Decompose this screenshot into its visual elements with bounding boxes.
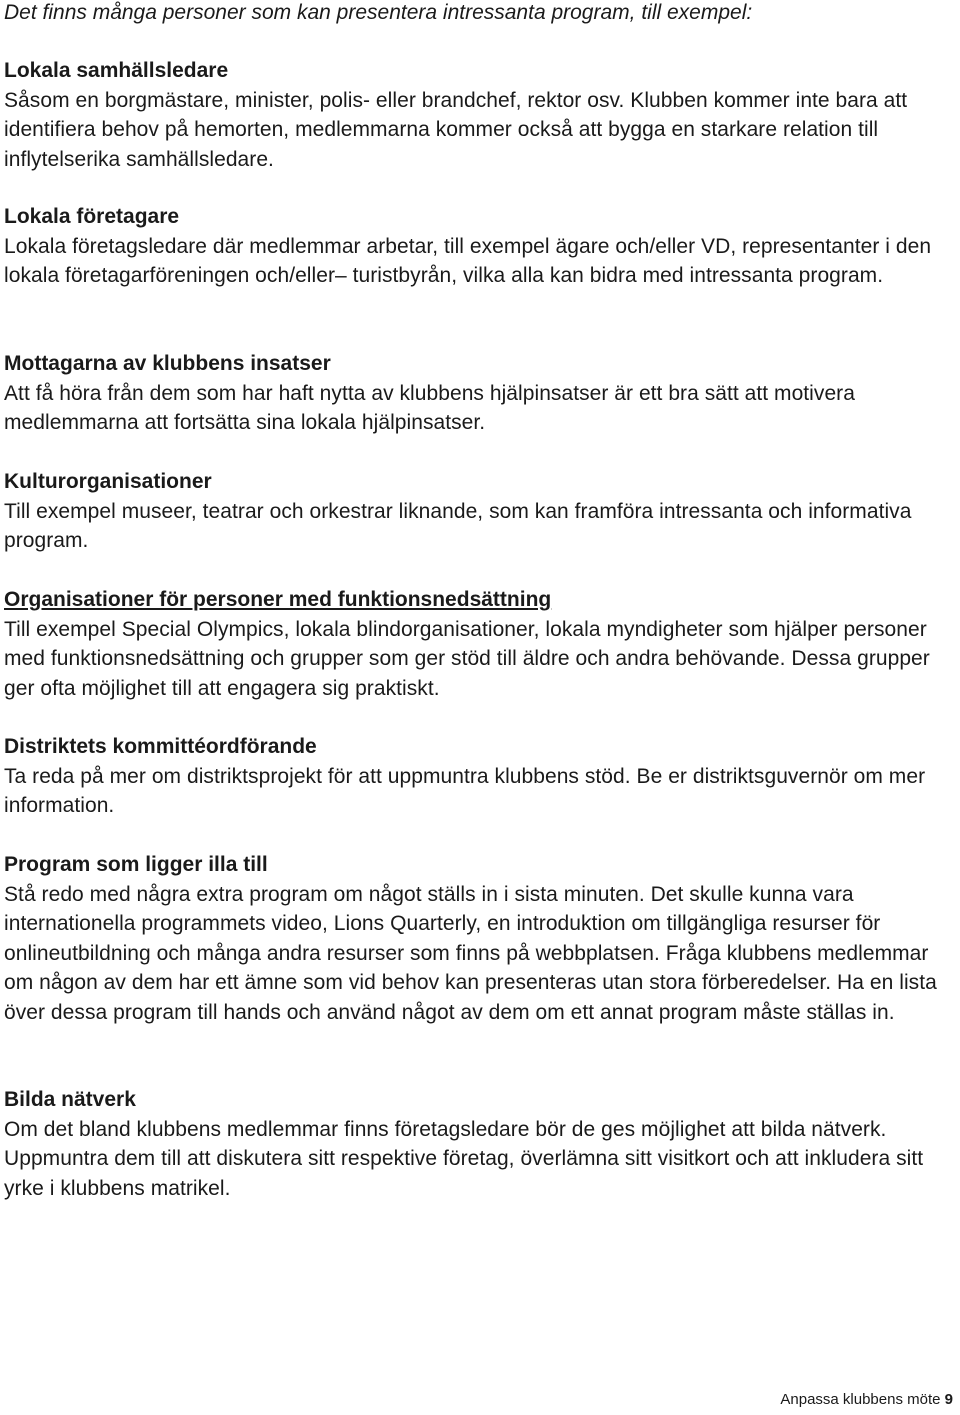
- section-lokala-foretagare: [4, 202, 952, 291]
- section-body: Om det bland klubbens medlemmar finns företagsledare bör de ges möjlighet att bilda nätverk. Uppmuntra dem till att diskutera sitt respektive företag, överlämna sitt visitkort och att inkludera sitt yrke i klubbens matrikel.: [4, 1117, 924, 1200]
- section-body: Att få höra från dem som har haft nytta av klubbens hjälpinsatser är ett bra sätt att motivera medlemmarna att fortsätta sina lokala hjälpinsatser.: [4, 381, 855, 434]
- section-heading: Lokala företagare: [4, 205, 180, 228]
- section-mottagarna: [4, 349, 952, 438]
- section-heading: Organisationer för personer med funktionsnedsättning: [4, 588, 552, 611]
- section-body: Lokala företagsledare där medlemmar arbetar, till exempel ägare och/eller VD, representanter i den lokala företagarföreningen och/eller– turistbyrån, vilka alla kan bidra med intressanta program.: [4, 234, 932, 287]
- section-body: Till exempel Special Olympics, lokala blindorganisationer, lokala myndigheter som hjälper personer med funktionsnedsättning och grupper som ger stöd till äldre och andra behövande. Dessa grupper ger ofta möjlighet till att engagera sig praktiskt.: [4, 617, 930, 700]
- section-funktionsnedsattning: [4, 585, 952, 703]
- section-body: Stå redo med några extra program om något ställs in i sista minuten. Det skulle kunna vara internationella programmets video, Lions Quarterly, en introduktion om tillgängliga resurser för onlineutbildning och många andra resurser som finns på webbplatsen. Fråga klubbens medlemmar om någon av dem har ett ämne som vid behov kan presenteras utan stora förberedelser. Ha en lista över dessa program till hands och använd något av dem om ett annat program måste ställas in.: [4, 882, 937, 1024]
- section-kulturorganisationer: [4, 467, 952, 556]
- intro-text: Det finns många personer som kan presentera intressanta program, till exempel:: [4, 1, 753, 24]
- page-number: 9: [944, 1391, 953, 1408]
- section-heading: Mottagarna av klubbens insatser: [4, 352, 331, 375]
- section-program-illa-till: [4, 850, 952, 1027]
- section-heading: Lokala samhällsledare: [4, 59, 229, 82]
- page-footer: [780, 1390, 953, 1410]
- section-heading: Distriktets kommittéordförande: [4, 735, 317, 758]
- section-heading: Bilda nätverk: [4, 1088, 136, 1111]
- section-body: Ta reda på mer om distriktsprojekt för att uppmuntra klubbens stöd. Be er distriktsguvernör om mer information.: [4, 764, 926, 817]
- section-body: Såsom en borgmästare, minister, polis- eller brandchef, rektor osv. Klubben kommer inte bara att identifiera behov på hemorten, medlemmarna kommer också att bygga en starkare relation till inflytelserika samhällsledare.: [4, 88, 908, 171]
- section-heading: Kulturorganisationer: [4, 470, 212, 493]
- section-distriktets-kommitte: [4, 732, 952, 821]
- footer-title: Anpassa klubbens möte: [780, 1391, 941, 1408]
- section-bilda-natverk: [4, 1085, 952, 1203]
- section-lokala-samhallsledare: [4, 56, 952, 174]
- section-body: Till exempel museer, teatrar och orkestrar liknande, som kan framföra intressanta och informativa program.: [4, 499, 912, 552]
- section-heading: Program som ligger illa till: [4, 853, 268, 876]
